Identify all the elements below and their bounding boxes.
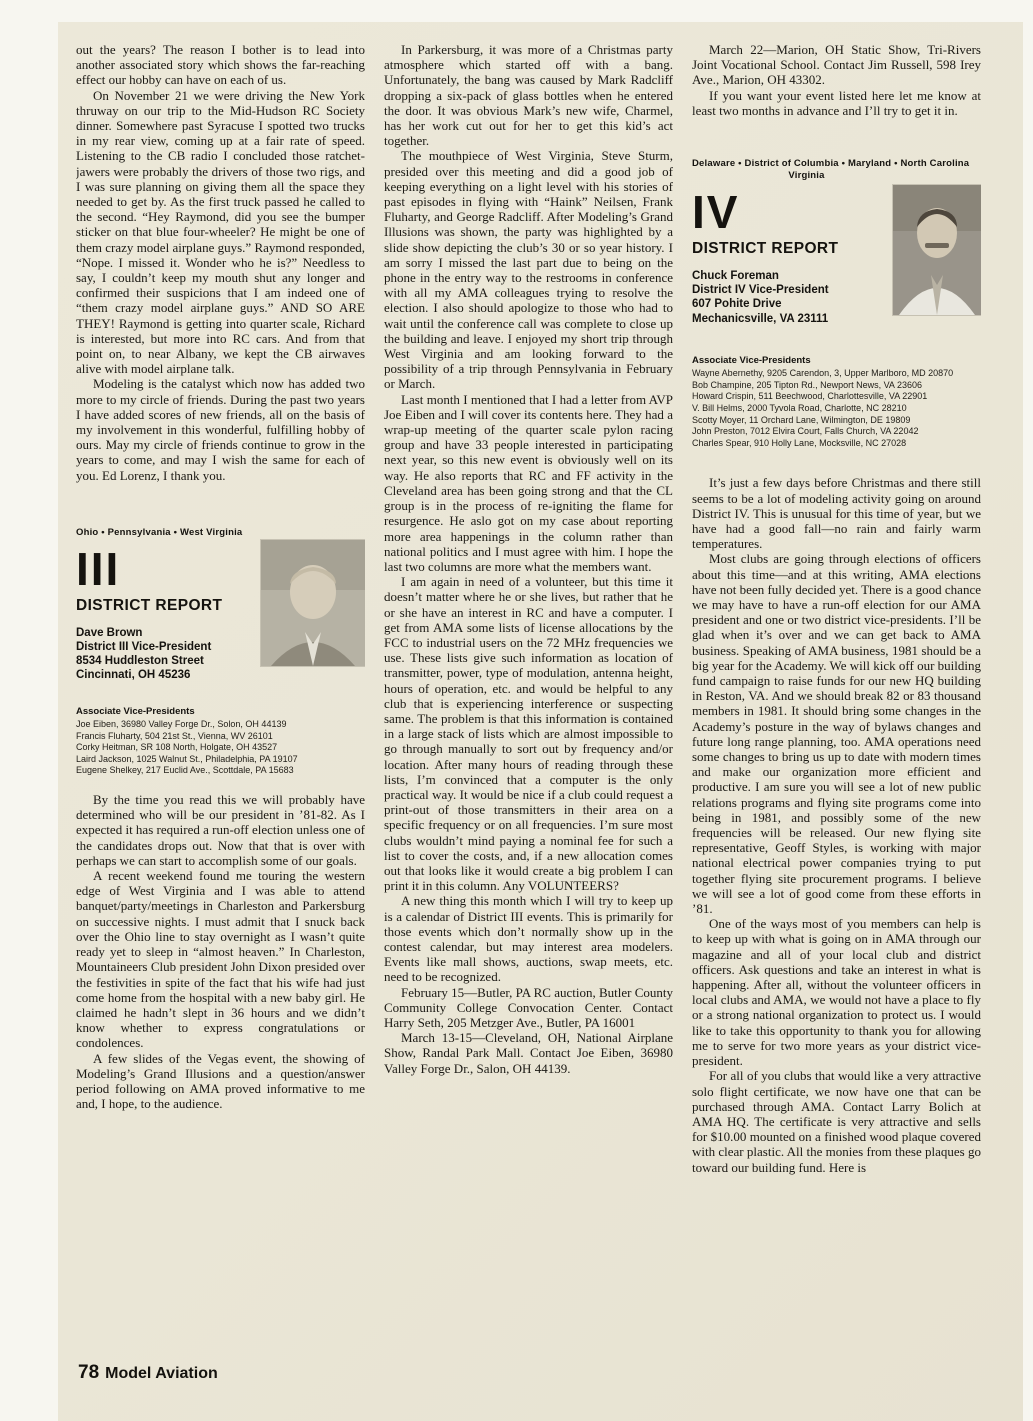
paragraph: On November 21 we were driving the New York thruway on our trip to the Mid-Hudson RC Society dinner. Somewhere past Syracuse I spotted two trucks in my rear view, coming up at a fair rate of speed. Listening to the CB radio I concluded those ratchet-jawers were probably the drivers of those two rigs, and I was sure planning on giving them all the space they needed to get by. As the first truck passed he called to the second. “Hey Raymond, did you see the bumper sticker on that blue four-wheeler? He might be one of them crazy model airplane guys.” Raymond responded, “Nope. I missed it. Wonder who he is?” Needless to say, I couldn’t keep my mouth shut any longer and confirmed their suspicions that I am indeed one of “them crazy model airplane guys.” AND SO ARE THEY! Raymond is getting into quarter scale, Richard is interested, but more into RC cars. And from that point on, to near Albany, we kept the CB airwaves alive with model airplane talk. bbox=[76, 87, 365, 377]
district-4-heading-left bbox=[692, 186, 862, 326]
avp-entry: Scotty Moyer, 11 Orchard Lane, Wilmington, DE 19809 bbox=[692, 414, 911, 425]
officer-address-line1: 607 Pohite Drive bbox=[692, 298, 782, 311]
district-4-report-title: DISTRICT REPORT bbox=[692, 239, 839, 257]
page-content bbox=[76, 42, 981, 1358]
district-4-photo bbox=[893, 185, 981, 315]
district-3-officer bbox=[76, 626, 246, 683]
paragraph: Modeling is the catalyst which now has added two more to my circle of friends. During the past two years I have added scores of new friends, all on the basis of my involvement in this wonderful, fulfilling hobby of ours. May my circle of friends continue to grow in the years to come, and may I wish the same for each of you. Ed Lorenz, I thank you. bbox=[76, 376, 365, 483]
officer-title: District IV Vice-President bbox=[692, 284, 829, 297]
officer-name: Chuck Foreman bbox=[692, 269, 779, 282]
avp-entry: Wayne Abernethy, 9205 Carendon, 3, Upper Marlboro, MD 20870 bbox=[692, 368, 954, 379]
paragraph: In Parkersburg, it was more of a Christmas party atmosphere which started off with a bang. Unfortunately, the bang was caused by Mark Radcliff dropping a six-pack of glass bottles when he entered the door. It was obvious Mark’s new wife, Charmel, has her work cut out for her to get this kid’s act together. bbox=[384, 42, 673, 149]
officer-address-line1: 8534 Huddleston Street bbox=[76, 655, 204, 668]
avp-entry: Bob Champine, 205 Tipton Rd., Newport News, VA 23606 bbox=[692, 379, 922, 390]
paragraph: A recent weekend found me touring the western edge of West Virginia and I was able to attend banquet/party/meetings in Charleston and Parkersburg on successive nights. I must admit that I snuck back over the Ohio line to stay overnight as I wasn’t quite ready yet to sleep in “almost heaven.” In Charleston, Mountaineers Club president John Dixon presided over the festivities in spite of the fact that his wife had just come home from the hospital with a new baby girl. He claimed he hadn’t slept in 36 hours and we didn’t know whether to express congratulations or condolences. bbox=[76, 868, 365, 1051]
district-3-heading-left bbox=[76, 542, 246, 683]
avp-entry: Eugene Shelkey, 217 Euclid Ave., Scottdale, PA 15683 bbox=[76, 765, 294, 776]
avp-entry: V. Bill Helms, 2000 Tyvola Road, Charlotte, NC 28210 bbox=[692, 403, 907, 413]
paragraph: By the time you read this we will probably have determined who will be our president in ’81-82. As I expected it has required a run-off election unless one of the candidates drops out. Now that that is over with perhaps we can start to accomplish some of our goals. bbox=[76, 792, 365, 868]
officer-title: District III Vice-President bbox=[76, 640, 212, 653]
avp-heading: Associate Vice-Presidents bbox=[76, 705, 195, 717]
officer-name: Dave Brown bbox=[76, 626, 143, 639]
paragraph: The mouthpiece of West Virginia, Steve Sturm, presided over this meeting and did a good job of keeping everything on a light level with his stories of past episodes in flying with “Haink” Neilsen, Frank Fluharty, and George Radcliff. After Modeling’s Grand Illusions was shown, the party was highlighted by a slide show depicting the club’s 30 or so year history. I am sorry I missed the last part due to being on the phone in the entry way to the restrooms in conference with all my AMA colleagues trying to resolve the election. I also should apologize to those who had to wait until the conference call was complete to close up the building and leave. I enjoyed my short trip through West Virginia and am looking forward to the possibility of a trip through Pennsylvania in February or March. bbox=[384, 148, 673, 392]
paragraph: A new thing this month which I will try to keep up is a calendar of District III events. This is primarily for those events which don’t normally show up in the contest calendar, but may interest area modelers. Events like mall shows, auctions, swap meets, etc. need to be recognized. bbox=[384, 893, 673, 985]
district-4-header bbox=[692, 158, 981, 449]
avp-heading: Associate Vice-Presidents bbox=[692, 355, 811, 367]
district-4-numeral: IV bbox=[692, 186, 740, 239]
paragraph: If you want your event listed here let me know at least two months in advance and I’ll try to get it in. bbox=[692, 87, 981, 118]
page-margin-top bbox=[0, 0, 1033, 22]
event-listing: March 13-15—Cleveland, OH, National Airplane Show, Randal Park Mall. Contact Joe Eiben, 36980 Valley Forge Dr., Salon, OH 44139. bbox=[384, 1030, 673, 1076]
event-listing: February 15—Butler, PA RC auction, Butler County Community College Convocation Center. Contact Harry Seth, 205 Metzger Ave., Butler, PA 16001 bbox=[384, 984, 673, 1030]
paragraph: It’s just a few days before Christmas and there still seems to be a lot of modeling activity going on around District IV. This is unusual for this time of year, but we have had a good fall—no rain and fairly warm temperatures. bbox=[692, 475, 981, 552]
district-4-region-line2: Virginia bbox=[788, 170, 825, 182]
avp-entry: Laird Jackson, 1025 Walnut St., Philadelphia, PA 19107 bbox=[76, 753, 298, 764]
avp-entry: Francis Fluharty, 504 21st St., Vienna, WV 26101 bbox=[76, 730, 273, 741]
district-3-region: Ohio • Pennsylvania • West Virginia bbox=[76, 526, 243, 538]
page-number: 78 bbox=[78, 1362, 100, 1383]
paragraph: out the years? The reason I bother is to lead into another associated story which shows the far-reaching effect our hobby can have on each of us. bbox=[76, 42, 365, 88]
page-margin-left bbox=[0, 0, 58, 1421]
avp-entry: Corky Heitman, SR 108 North, Holgate, OH 43527 bbox=[76, 742, 278, 753]
avp-entry: Charles Spear, 910 Holly Lane, Mocksville, NC 27028 bbox=[692, 437, 907, 448]
district-4-region-line1: Delaware • District of Columbia • Maryland • North Carolina bbox=[692, 158, 970, 170]
paragraph: Most clubs are going through elections of officers about this time—and at this writing, AMA elections have not been fully decided yet. There is a good chance we may have to have a run-off election for our AMA president and one or two district vice-presidents. I’ll be glad when it’s over and we can get back to AMA business. Speaking of AMA business, 1981 should be a big year for the Academy. We will kick off our building fund campaign to raise funds for our new HQ building in Reston, VA. And we should break 82 or 83 thousand members in 1981. It should bring some changes in the Academy’s posture in the way of bylaws changes and future long range planning, too. AMA operations need some changes to bring us up to date with modern times and make our organization more efficient and productive. I am sure you will see a lot of new public relations programs and flying site programs come into being in 1981, and possibly some of the new frequencies will be released. Our new flying site representative, Geoff Styles, is working with major national electrical power companies trying to put together flying site procurement programs. I believe we will see a lot of good come from these efforts in ’81. bbox=[692, 551, 981, 917]
avp-entry: Joe Eiben, 36980 Valley Forge Dr., Solon, OH 44139 bbox=[76, 719, 287, 730]
district-3-photo bbox=[261, 540, 365, 666]
portrait-silhouette-icon bbox=[893, 185, 981, 315]
district-4-officer bbox=[692, 269, 862, 326]
event-listing: March 22—Marion, OH Static Show, Tri-Rivers Joint Vocational School. Contact Jim Russell, 598 Irey Ave., Marion, OH 43302. bbox=[692, 42, 981, 88]
paragraph: I am again in need of a volunteer, but this time it doesn’t matter where he or she lives, but rather that he or she have an interest in RC and have a computer. I get from AMA some lists of license allocations by the FCC to industrial users on the 72 MHz frequencies we use. These lists give such information as location of transmitter, power, type of modulation, antenna height, hours of operation, etc. and would be helpful to any club that is experiencing interference or suspecting same. The problem is that this information is contained in a large stack of lists which are almost impossible to go through manually to sort out by frequency and/or location. After many hours of reading through these lists, I’m convinced that a computer is the only practical way. It would be nice if a club could request a print-out of those transmitters in their area on a specific frequency or on all frequencies. I’m sure most clubs wouldn’t mind paying a nominal fee for such a list to cover the costs, and, if a new allocation comes out that looks like it would create a big problem I can print it in this column. Any VOLUNTEERS? bbox=[384, 574, 673, 894]
page-footer bbox=[78, 1362, 218, 1384]
paragraph: One of the ways most of you members can help is to keep up with what is going on in AMA through our magazine and all of your local club and district officers. Ask questions and take an interest in what is happening. After all, without the volunteer officers in local clubs and AMA, we would not have a place to fly or a strong national organization to protect us. I would like to take this opportunity to thank you for allowing me to serve for two more years as your district vice-president. bbox=[692, 916, 981, 1069]
officer-address-line2: Mechanicsville, VA 23111 bbox=[692, 312, 829, 325]
avp-entry: Howard Crispin, 511 Beechwood, Charlottesville, VA 22901 bbox=[692, 391, 928, 402]
district-3-report-title: DISTRICT REPORT bbox=[76, 596, 223, 614]
paragraph: Last month I mentioned that I had a letter from AVP Joe Eiben and I will cover its contents here. They had a wrap-up meeting of the quarter scale pylon racing group and have 33 people interested in participating next year, so this new event is obviously well on its way. He also reports that RC and FF activity in the Cleveland area has been going strong and that the CL group is in the process of re-igniting the flame for resurgence. He aslo got on my case about reporting more area happenings in the column rather than national politics and I must agree with him. I hope the last two columns are more what the members want. bbox=[384, 391, 673, 574]
magazine-title: Model Aviation bbox=[105, 1365, 218, 1382]
paragraph: For all of you clubs that would like a very attractive solo flight certificate, we now have one that can be purchased through AMA. Contact Larry Bolich at AMA HQ. The certificate is very attractive and sells for $10.00 mounted on a finished wood plaque covered with clear plastic. All the monies from these plaques go toward our building fund. Here is bbox=[692, 1068, 981, 1175]
district-3-header bbox=[76, 527, 365, 777]
avp-entry: John Preston, 7012 Elvira Court, Falls Church, VA 22042 bbox=[692, 426, 919, 437]
district-3-numeral: III bbox=[76, 542, 121, 595]
page-margin-right bbox=[1023, 0, 1033, 1421]
portrait-silhouette-icon bbox=[261, 540, 365, 666]
column-3 bbox=[692, 42, 981, 1358]
column-2 bbox=[384, 42, 673, 1358]
paragraph: A few slides of the Vegas event, the showing of Modeling’s Grand Illusions and a question/answer period following on AMA proved informative to me and, I hope, to the audience. bbox=[76, 1050, 365, 1112]
column-1 bbox=[76, 42, 365, 1358]
officer-address-line2: Cincinnati, OH 45236 bbox=[76, 669, 191, 682]
